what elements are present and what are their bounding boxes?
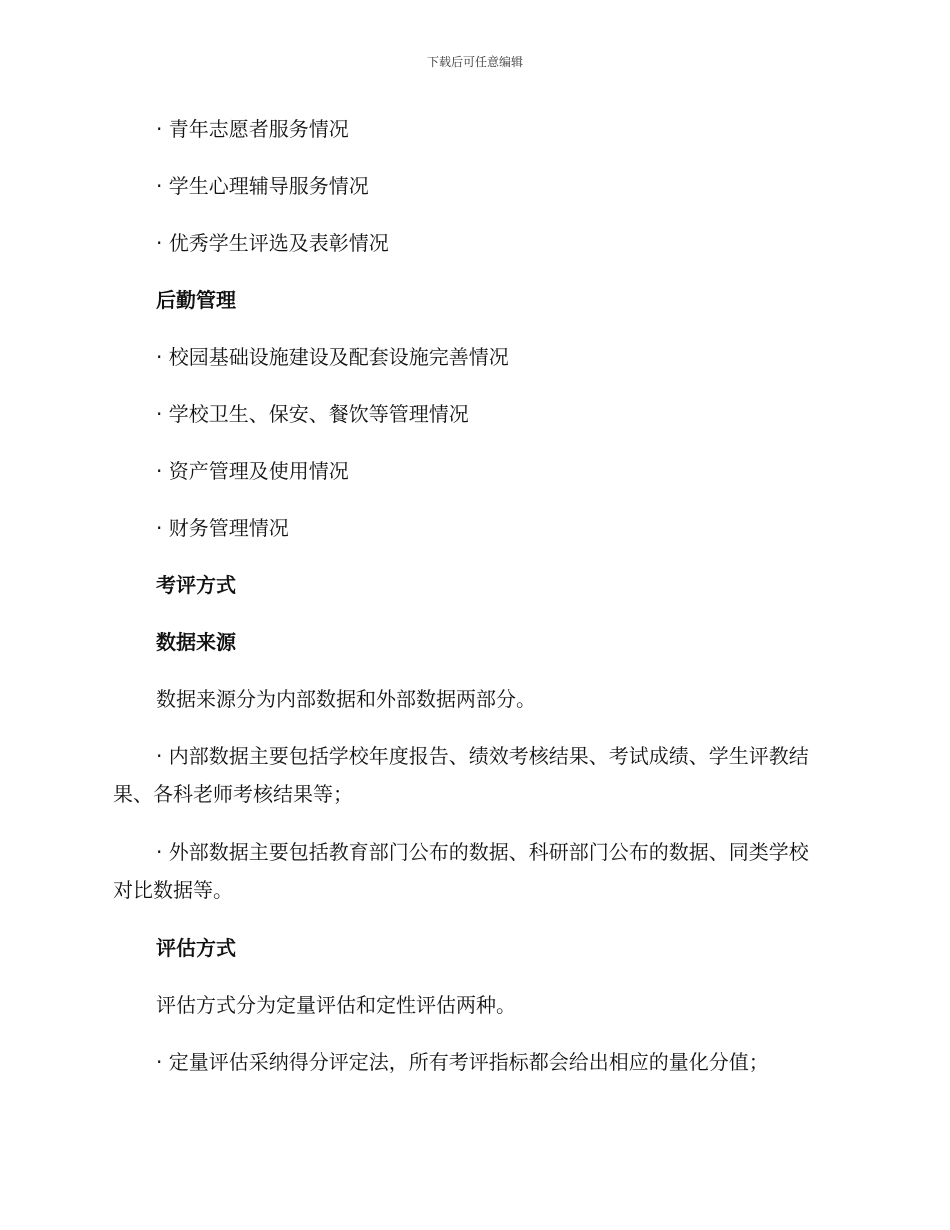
paragraph-internal-data: · 内部数据主要包括学校年度报告、绩效考核结果、考试成绩、学生评教结果、各科老师考核结果等； [113,744,809,806]
bullet-hygiene-security-catering: · 学校卫生、保安、餐饮等管理情况 [156,402,469,426]
bullet-volunteer-service: · 青年志愿者服务情况 [156,117,349,141]
bullet-campus-facilities: · 校园基础设施建设及配套设施完善情况 [156,345,509,369]
heading-evaluation-method: 考评方式 [156,573,236,597]
heading-logistics: 后勤管理 [156,288,236,312]
document-body [113,110,825,1100]
bullet-student-awards: · 优秀学生评选及表彰情况 [156,231,389,255]
heading-assessment-method: 评估方式 [156,936,236,960]
bullet-psychological-counseling: · 学生心理辅导服务情况 [156,174,369,198]
bullet-financial-management: · 财务管理情况 [156,516,289,540]
heading-data-source: 数据来源 [156,630,236,654]
text-assessment-intro: 评估方式分为定量评估和定性评估两种。 [156,993,516,1017]
text-data-source-intro: 数据来源分为内部数据和外部数据两部分。 [156,687,536,711]
bullet-asset-management: · 资产管理及使用情况 [156,459,349,483]
page-header: 下载后可任意编辑 [426,55,523,69]
paragraph-external-data: · 外部数据主要包括教育部门公布的数据、科研部门公布的数据、同类学校对比数据等。 [113,840,809,902]
bullet-quantitative-assessment: · 定量评估采纳得分评定法，所有考评指标都会给出相应的量化分值； [156,1050,769,1074]
